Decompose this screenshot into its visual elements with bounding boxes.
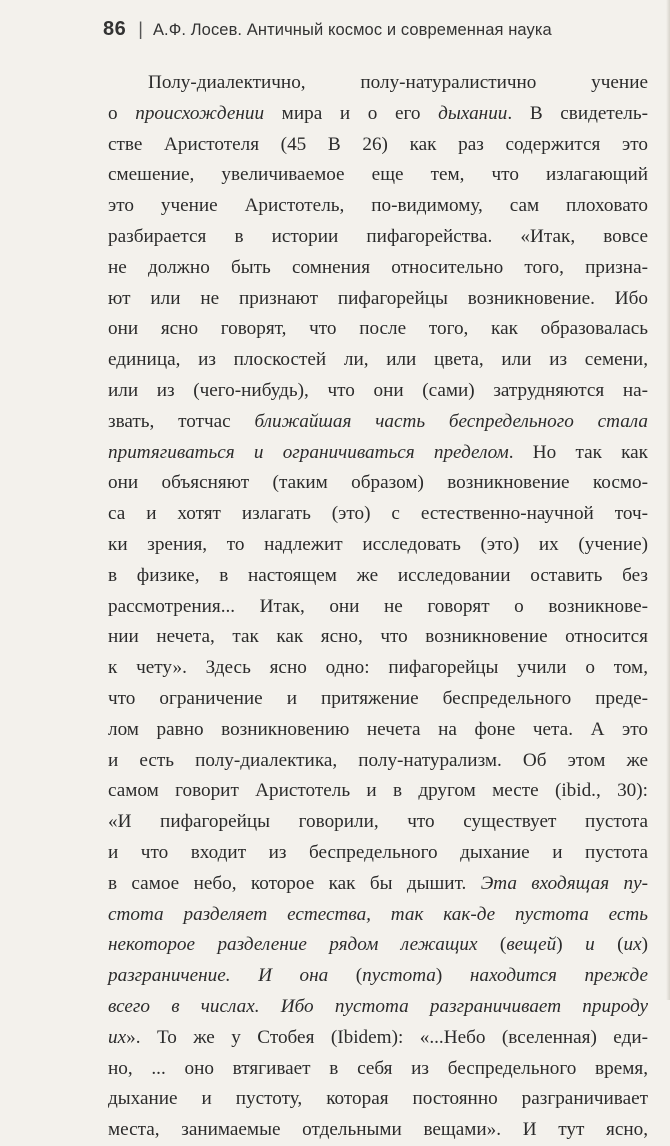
italic-run: пустота [362, 965, 436, 987]
italic-run: разграничение. И она [108, 965, 329, 987]
italic-run: всего в числах. Ибо пустота разграничивает природу [108, 995, 648, 1017]
text-line: в физике, в настоящем же исследовании оставить без [108, 564, 648, 586]
italic-run: их [108, 1026, 127, 1048]
text-line: рассмотрения... Итак, они не говорят о возникнове- [108, 595, 648, 617]
text-line: места, занимаемые отдельными вещами». И тут ясно, [108, 1119, 648, 1141]
text-line: разграничение. И она (пустота) находится прежде [108, 965, 648, 987]
text-line: дыхание и пустоту, которая постоянно разграничивает [108, 1088, 648, 1110]
page-edge-shadow [666, 0, 670, 1000]
italic-run: притягиваться и ограничиваться пределом [108, 441, 509, 463]
text-line: но, ... оно втягивает в себя из беспредельного время, [108, 1057, 648, 1079]
text-line: «И пифагорейцы говорили, что существует пустота [108, 811, 648, 833]
text-line: что ограничение и притяжение беспредельного преде- [108, 687, 648, 709]
text-line: разбирается в истории пифагорейства. «Итак, вовсе [108, 225, 648, 247]
italic-run: и [585, 934, 595, 956]
text-line: единица, из плоскостей ли, или цвета, или из семени, [108, 349, 648, 371]
italic-run: вещей [506, 934, 557, 956]
text-line: лом равно возникновению нечета на фоне чета. А это [108, 718, 648, 740]
text-line: нии нечета, так как ясно, что возникновение относится [108, 626, 648, 648]
text-line: и есть полу-диалектика, полу-натурализм. Об этом же [108, 749, 648, 771]
italic-run: некоторое разделение рядом лежащих [108, 934, 478, 956]
header-separator: | [138, 19, 143, 39]
text-line: са и хотят излагать (это) с естественно-научной точ- [108, 503, 648, 525]
text-line: стве Аристотеля (45 В 26) как раз содержится это [108, 133, 648, 155]
text-line: ют или не признают пифагорейцы возникновение. Ибо [108, 287, 648, 309]
text-line: Полу-диалектично, полу-натуралистично учение [148, 72, 648, 93]
text-line: ки зрения, то надлежит исследовать (это) их (учение) [108, 533, 648, 555]
text-line [108, 900, 648, 931]
text-line: в самое небо, которое как бы дышит. Эта входящая пу- [108, 872, 648, 894]
text-line [108, 992, 648, 1023]
text-line: звать, тотчас ближайшая часть беспредельного стала [108, 410, 648, 432]
text-line: не должно быть сомнения относительно того, призна- [108, 256, 648, 278]
text-line: их». То же у Стобея (Ibidem): «...Небо (вселенная) еди- [108, 1026, 648, 1048]
text-line: о происхождении мира и о его дыхании. В свидетель- [108, 102, 648, 124]
text-line: или из (чего-нибудь), что они (сами) затрудняются на- [108, 379, 648, 401]
text-line: это учение Аристотель, по-видимому, сам плоховато [108, 195, 648, 217]
text-line: к чету». Здесь ясно одно: пифагорейцы учили о том, [108, 657, 648, 679]
running-title: А.Ф. Лосев. Античный космос и современная наука [152, 21, 552, 39]
text-line: смешение, увеличиваемое еще тем, что излагающий [108, 164, 648, 186]
text-line: притягиваться и ограничиваться пределом. Но так как [108, 441, 648, 463]
italic-run: ближайшая часть беспредельного стала [254, 410, 648, 432]
italic-run: происхождении [135, 102, 265, 124]
text-line: они ясно говорят, что после того, как образовалась [108, 318, 648, 340]
italic-run: находится прежде [469, 965, 648, 987]
body-text [108, 68, 648, 1146]
italic-run: их [623, 934, 642, 956]
italic-run: стота разделяет естества, так как-де пустота есть [108, 903, 648, 925]
page-number: 86 [103, 18, 127, 40]
text-line: они объясняют (таким образом) возникновение космо- [108, 472, 648, 494]
italic-run: Эта входящая пу- [480, 872, 648, 894]
text-line: и что входит из беспредельного дыхание и пустота [108, 841, 648, 863]
running-head [103, 18, 552, 48]
text-line: некоторое разделение рядом лежащих (вещей) и (их) [108, 934, 649, 956]
italic-run: дыхании [438, 102, 508, 124]
text-line: самом говорит Аристотель и в другом месте (ibid., 30): [108, 780, 648, 802]
